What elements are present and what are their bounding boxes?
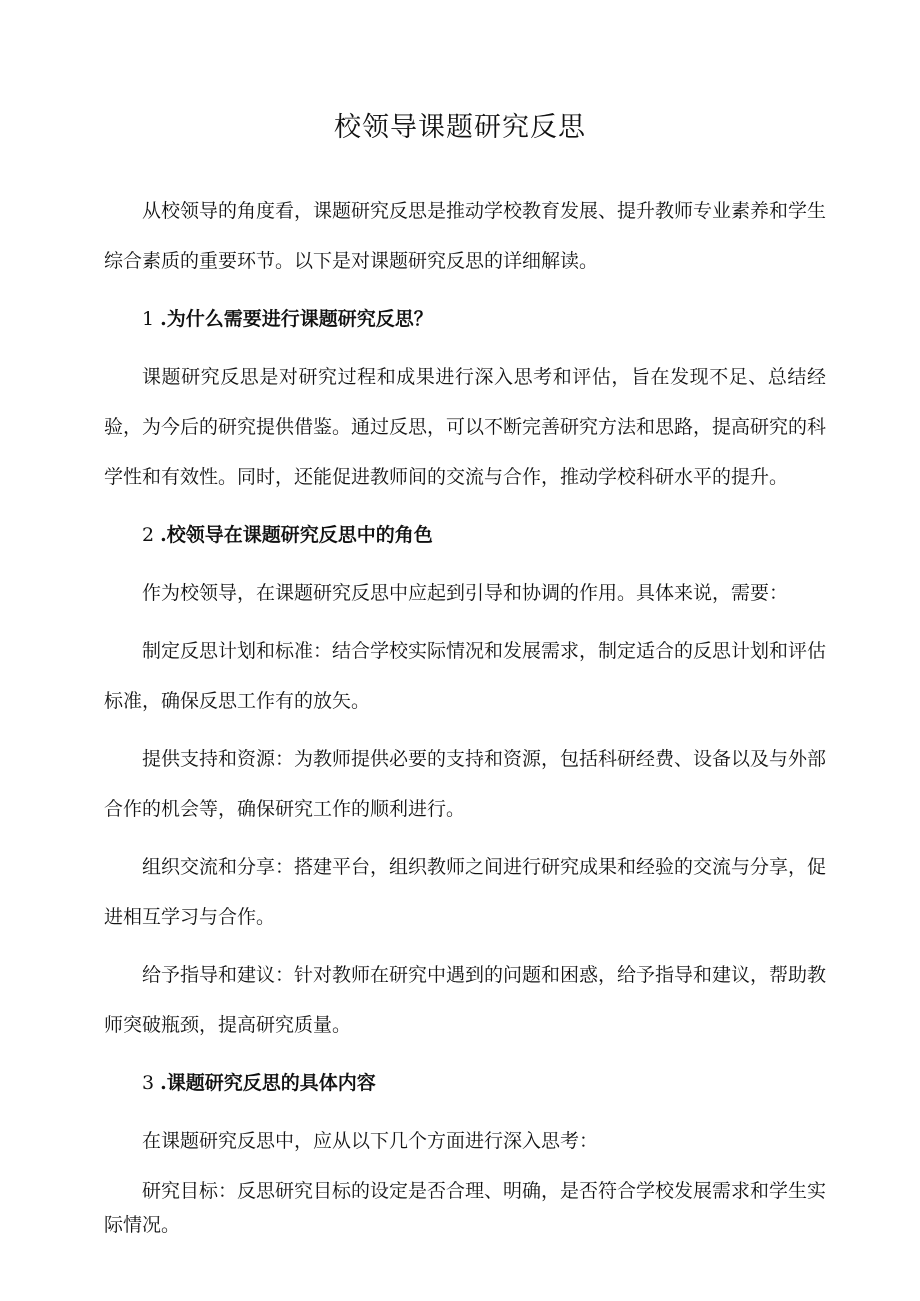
section-2-title: .校领导在课题研究反思中的角色 bbox=[160, 524, 433, 546]
section-2-paragraph-2: 制定反思计划和标准：结合学校实际情况和发展需求，制定适合的反思计划和评估标准，确保反思工作有的放矢。 bbox=[104, 640, 827, 712]
section-3-paragraph-2: 研究目标：反思研究目标的设定是否合理、明确，是否符合学校发展需求和学生实际情况。 bbox=[104, 1180, 827, 1236]
section-2-paragraph-4: 组织交流和分享：搭建平台，组织教师之间进行研究成果和经验的交流与分享，促进相互学习与合作。 bbox=[104, 856, 827, 928]
section-2-paragraph-5: 给予指导和建议：针对教师在研究中遇到的问题和困惑，给予指导和建议，帮助教师突破瓶颈，提高研究质量。 bbox=[104, 964, 827, 1036]
section-1-heading bbox=[104, 294, 826, 344]
section-2-paragraph-1: 作为校领导，在课题研究反思中应起到引导和协调的作用。具体来说，需要： bbox=[142, 582, 789, 604]
section-2-heading bbox=[104, 510, 826, 560]
section-1-paragraph-1: 课题研究反思是对研究过程和成果进行深入思考和评估，旨在发现不足、总结经验，为今后的研究提供借鉴。通过反思，可以不断完善研究方法和思路，提高研究的科学性和有效性。同时，还能促进教师间的交流与合作，推动学校科研水平的提升。 bbox=[104, 366, 827, 488]
section-3-number: 3 bbox=[142, 1072, 155, 1094]
section-1-number: 1 bbox=[142, 308, 155, 330]
section-2-paragraph-3: 提供支持和资源：为教师提供必要的支持和资源，包括科研经费、设备以及与外部合作的机会等，确保研究工作的顺利进行。 bbox=[104, 748, 827, 820]
section-2-number: 2 bbox=[142, 524, 155, 546]
document-title: 校领导课题研究反思 bbox=[334, 112, 586, 143]
intro-paragraph: 从校领导的角度看，课题研究反思是推动学校教育发展、提升教师专业素养和学生综合素质的重要环节。以下是对课题研究反思的详细解读。 bbox=[104, 200, 827, 272]
section-1-title: .为什么需要进行课题研究反思？ bbox=[160, 308, 433, 330]
section-3-heading bbox=[104, 1058, 826, 1108]
section-3-title: .课题研究反思的具体内容 bbox=[160, 1072, 376, 1094]
document-body bbox=[104, 186, 826, 1250]
section-3-paragraph-1: 在课题研究反思中，应从以下几个方面进行深入思考： bbox=[142, 1130, 599, 1152]
